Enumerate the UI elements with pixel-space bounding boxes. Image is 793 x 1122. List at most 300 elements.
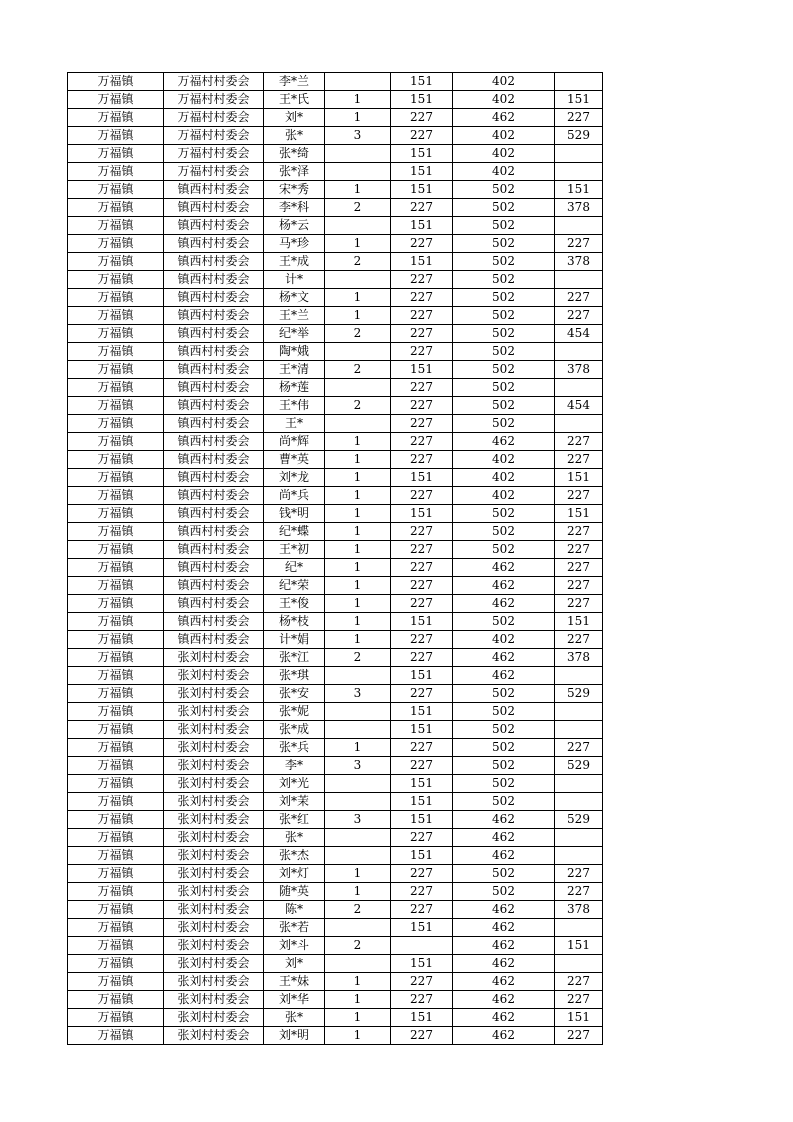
total-cell: 227 bbox=[555, 451, 603, 469]
amount-b-cell: 502 bbox=[453, 253, 555, 271]
count-cell: 1 bbox=[325, 883, 391, 901]
count-cell: 1 bbox=[325, 1009, 391, 1027]
village-committee-cell: 镇西村村委会 bbox=[164, 307, 264, 325]
total-cell: 378 bbox=[555, 901, 603, 919]
amount-b-cell: 462 bbox=[453, 919, 555, 937]
town-cell: 万福镇 bbox=[68, 595, 164, 613]
total-cell bbox=[555, 73, 603, 91]
table-row bbox=[68, 505, 603, 523]
count-cell: 2 bbox=[325, 649, 391, 667]
amount-b-cell: 502 bbox=[453, 379, 555, 397]
table-row bbox=[68, 109, 603, 127]
village-committee-cell: 镇西村村委会 bbox=[164, 379, 264, 397]
village-committee-cell: 张刘村村委会 bbox=[164, 775, 264, 793]
town-cell: 万福镇 bbox=[68, 847, 164, 865]
total-cell: 227 bbox=[555, 1027, 603, 1045]
village-committee-cell: 镇西村村委会 bbox=[164, 433, 264, 451]
town-cell: 万福镇 bbox=[68, 685, 164, 703]
count-cell: 1 bbox=[325, 451, 391, 469]
amount-b-cell: 402 bbox=[453, 487, 555, 505]
count-cell: 3 bbox=[325, 757, 391, 775]
total-cell bbox=[555, 721, 603, 739]
count-cell: 1 bbox=[325, 91, 391, 109]
amount-b-cell: 502 bbox=[453, 415, 555, 433]
town-cell: 万福镇 bbox=[68, 109, 164, 127]
town-cell: 万福镇 bbox=[68, 703, 164, 721]
total-cell: 378 bbox=[555, 199, 603, 217]
amount-b-cell: 462 bbox=[453, 559, 555, 577]
village-committee-cell: 张刘村村委会 bbox=[164, 955, 264, 973]
name-cell: 宋*秀 bbox=[264, 181, 325, 199]
total-cell: 227 bbox=[555, 739, 603, 757]
village-committee-cell: 张刘村村委会 bbox=[164, 847, 264, 865]
village-committee-cell: 镇西村村委会 bbox=[164, 181, 264, 199]
amount-a-cell: 227 bbox=[391, 901, 453, 919]
amount-b-cell: 502 bbox=[453, 361, 555, 379]
town-cell: 万福镇 bbox=[68, 127, 164, 145]
count-cell: 1 bbox=[325, 109, 391, 127]
name-cell: 刘* bbox=[264, 109, 325, 127]
amount-b-cell: 502 bbox=[453, 271, 555, 289]
name-cell: 王*氏 bbox=[264, 91, 325, 109]
town-cell: 万福镇 bbox=[68, 541, 164, 559]
count-cell bbox=[325, 721, 391, 739]
table-row bbox=[68, 937, 603, 955]
count-cell bbox=[325, 775, 391, 793]
name-cell: 王*成 bbox=[264, 253, 325, 271]
name-cell: 张*杰 bbox=[264, 847, 325, 865]
amount-a-cell: 151 bbox=[391, 613, 453, 631]
amount-b-cell: 502 bbox=[453, 757, 555, 775]
amount-b-cell: 462 bbox=[453, 109, 555, 127]
amount-a-cell: 227 bbox=[391, 649, 453, 667]
name-cell: 尚*辉 bbox=[264, 433, 325, 451]
amount-b-cell: 402 bbox=[453, 631, 555, 649]
count-cell bbox=[325, 415, 391, 433]
amount-b-cell: 402 bbox=[453, 451, 555, 469]
village-committee-cell: 张刘村村委会 bbox=[164, 811, 264, 829]
name-cell: 王*初 bbox=[264, 541, 325, 559]
total-cell: 151 bbox=[555, 613, 603, 631]
amount-b-cell: 402 bbox=[453, 145, 555, 163]
count-cell: 2 bbox=[325, 901, 391, 919]
table-body bbox=[68, 73, 603, 1045]
table-row bbox=[68, 739, 603, 757]
town-cell: 万福镇 bbox=[68, 73, 164, 91]
town-cell: 万福镇 bbox=[68, 145, 164, 163]
table-row bbox=[68, 649, 603, 667]
town-cell: 万福镇 bbox=[68, 469, 164, 487]
town-cell: 万福镇 bbox=[68, 793, 164, 811]
town-cell: 万福镇 bbox=[68, 397, 164, 415]
village-committee-cell: 张刘村村委会 bbox=[164, 793, 264, 811]
amount-b-cell: 402 bbox=[453, 91, 555, 109]
table-row bbox=[68, 667, 603, 685]
total-cell: 378 bbox=[555, 649, 603, 667]
count-cell: 1 bbox=[325, 739, 391, 757]
town-cell: 万福镇 bbox=[68, 811, 164, 829]
amount-a-cell: 151 bbox=[391, 91, 453, 109]
village-committee-cell: 镇西村村委会 bbox=[164, 451, 264, 469]
amount-b-cell: 402 bbox=[453, 163, 555, 181]
table-row bbox=[68, 541, 603, 559]
table-row bbox=[68, 451, 603, 469]
amount-b-cell: 462 bbox=[453, 937, 555, 955]
total-cell: 529 bbox=[555, 127, 603, 145]
amount-a-cell: 227 bbox=[391, 829, 453, 847]
amount-a-cell: 151 bbox=[391, 181, 453, 199]
amount-a-cell: 227 bbox=[391, 523, 453, 541]
amount-a-cell: 227 bbox=[391, 325, 453, 343]
count-cell: 1 bbox=[325, 469, 391, 487]
village-committee-cell: 万福村村委会 bbox=[164, 91, 264, 109]
table-row bbox=[68, 595, 603, 613]
table-row bbox=[68, 469, 603, 487]
town-cell: 万福镇 bbox=[68, 523, 164, 541]
town-cell: 万福镇 bbox=[68, 325, 164, 343]
table-row bbox=[68, 163, 603, 181]
count-cell: 1 bbox=[325, 307, 391, 325]
name-cell: 杨*枝 bbox=[264, 613, 325, 631]
name-cell: 李* bbox=[264, 757, 325, 775]
amount-a-cell bbox=[391, 937, 453, 955]
amount-a-cell: 227 bbox=[391, 487, 453, 505]
amount-b-cell: 502 bbox=[453, 523, 555, 541]
village-committee-cell: 镇西村村委会 bbox=[164, 631, 264, 649]
amount-a-cell: 227 bbox=[391, 757, 453, 775]
town-cell: 万福镇 bbox=[68, 451, 164, 469]
amount-a-cell: 227 bbox=[391, 199, 453, 217]
town-cell: 万福镇 bbox=[68, 955, 164, 973]
town-cell: 万福镇 bbox=[68, 559, 164, 577]
total-cell: 151 bbox=[555, 937, 603, 955]
town-cell: 万福镇 bbox=[68, 487, 164, 505]
town-cell: 万福镇 bbox=[68, 829, 164, 847]
town-cell: 万福镇 bbox=[68, 937, 164, 955]
table-row bbox=[68, 703, 603, 721]
count-cell: 1 bbox=[325, 541, 391, 559]
count-cell bbox=[325, 271, 391, 289]
total-cell: 227 bbox=[555, 433, 603, 451]
town-cell: 万福镇 bbox=[68, 361, 164, 379]
count-cell bbox=[325, 847, 391, 865]
table-row bbox=[68, 181, 603, 199]
village-committee-cell: 镇西村村委会 bbox=[164, 541, 264, 559]
name-cell: 刘*灯 bbox=[264, 865, 325, 883]
amount-a-cell: 227 bbox=[391, 541, 453, 559]
total-cell: 151 bbox=[555, 505, 603, 523]
amount-a-cell: 227 bbox=[391, 1027, 453, 1045]
amount-b-cell: 462 bbox=[453, 991, 555, 1009]
name-cell: 王*妹 bbox=[264, 973, 325, 991]
name-cell: 杨*文 bbox=[264, 289, 325, 307]
count-cell: 3 bbox=[325, 811, 391, 829]
town-cell: 万福镇 bbox=[68, 271, 164, 289]
count-cell bbox=[325, 703, 391, 721]
amount-a-cell: 227 bbox=[391, 433, 453, 451]
amount-b-cell: 502 bbox=[453, 739, 555, 757]
amount-a-cell: 151 bbox=[391, 811, 453, 829]
village-committee-cell: 镇西村村委会 bbox=[164, 361, 264, 379]
amount-b-cell: 502 bbox=[453, 325, 555, 343]
town-cell: 万福镇 bbox=[68, 973, 164, 991]
name-cell: 张*绮 bbox=[264, 145, 325, 163]
village-committee-cell: 张刘村村委会 bbox=[164, 973, 264, 991]
village-committee-cell: 万福村村委会 bbox=[164, 109, 264, 127]
name-cell: 纪* bbox=[264, 559, 325, 577]
town-cell: 万福镇 bbox=[68, 739, 164, 757]
amount-b-cell: 462 bbox=[453, 433, 555, 451]
amount-a-cell: 227 bbox=[391, 883, 453, 901]
total-cell: 227 bbox=[555, 973, 603, 991]
name-cell: 刘*光 bbox=[264, 775, 325, 793]
amount-a-cell: 227 bbox=[391, 451, 453, 469]
table-row bbox=[68, 73, 603, 91]
amount-a-cell: 227 bbox=[391, 127, 453, 145]
amount-b-cell: 462 bbox=[453, 847, 555, 865]
town-cell: 万福镇 bbox=[68, 181, 164, 199]
amount-b-cell: 502 bbox=[453, 775, 555, 793]
count-cell: 1 bbox=[325, 613, 391, 631]
village-committee-cell: 镇西村村委会 bbox=[164, 199, 264, 217]
amount-b-cell: 502 bbox=[453, 793, 555, 811]
name-cell: 王*清 bbox=[264, 361, 325, 379]
town-cell: 万福镇 bbox=[68, 343, 164, 361]
table-row bbox=[68, 289, 603, 307]
village-committee-cell: 镇西村村委会 bbox=[164, 217, 264, 235]
amount-b-cell: 462 bbox=[453, 1027, 555, 1045]
name-cell: 张*安 bbox=[264, 685, 325, 703]
amount-b-cell: 402 bbox=[453, 73, 555, 91]
amount-b-cell: 502 bbox=[453, 865, 555, 883]
amount-b-cell: 462 bbox=[453, 1009, 555, 1027]
table-row bbox=[68, 1009, 603, 1027]
count-cell: 1 bbox=[325, 973, 391, 991]
count-cell: 2 bbox=[325, 361, 391, 379]
name-cell: 杨*云 bbox=[264, 217, 325, 235]
village-committee-cell: 镇西村村委会 bbox=[164, 487, 264, 505]
village-committee-cell: 张刘村村委会 bbox=[164, 883, 264, 901]
amount-b-cell: 502 bbox=[453, 703, 555, 721]
town-cell: 万福镇 bbox=[68, 235, 164, 253]
amount-a-cell: 151 bbox=[391, 775, 453, 793]
name-cell: 刘* bbox=[264, 955, 325, 973]
village-committee-cell: 镇西村村委会 bbox=[164, 235, 264, 253]
total-cell: 151 bbox=[555, 181, 603, 199]
count-cell: 2 bbox=[325, 397, 391, 415]
amount-b-cell: 502 bbox=[453, 397, 555, 415]
amount-a-cell: 151 bbox=[391, 217, 453, 235]
total-cell bbox=[555, 217, 603, 235]
village-committee-cell: 张刘村村委会 bbox=[164, 919, 264, 937]
table-row bbox=[68, 271, 603, 289]
village-committee-cell: 张刘村村委会 bbox=[164, 739, 264, 757]
table-row bbox=[68, 919, 603, 937]
total-cell bbox=[555, 343, 603, 361]
count-cell: 1 bbox=[325, 505, 391, 523]
village-committee-cell: 万福村村委会 bbox=[164, 163, 264, 181]
amount-a-cell: 151 bbox=[391, 361, 453, 379]
count-cell bbox=[325, 667, 391, 685]
amount-b-cell: 502 bbox=[453, 343, 555, 361]
village-committee-cell: 镇西村村委会 bbox=[164, 505, 264, 523]
data-table bbox=[67, 72, 603, 1045]
amount-b-cell: 402 bbox=[453, 127, 555, 145]
table-row bbox=[68, 973, 603, 991]
village-committee-cell: 万福村村委会 bbox=[164, 127, 264, 145]
table-row bbox=[68, 433, 603, 451]
count-cell: 1 bbox=[325, 181, 391, 199]
village-committee-cell: 镇西村村委会 bbox=[164, 415, 264, 433]
table-row bbox=[68, 847, 603, 865]
table-row bbox=[68, 955, 603, 973]
town-cell: 万福镇 bbox=[68, 253, 164, 271]
village-committee-cell: 张刘村村委会 bbox=[164, 901, 264, 919]
town-cell: 万福镇 bbox=[68, 631, 164, 649]
table-row bbox=[68, 685, 603, 703]
amount-b-cell: 462 bbox=[453, 577, 555, 595]
name-cell: 张*若 bbox=[264, 919, 325, 937]
amount-b-cell: 502 bbox=[453, 613, 555, 631]
table-row bbox=[68, 631, 603, 649]
name-cell: 张*泽 bbox=[264, 163, 325, 181]
count-cell: 1 bbox=[325, 1027, 391, 1045]
total-cell bbox=[555, 145, 603, 163]
table-row bbox=[68, 901, 603, 919]
count-cell: 2 bbox=[325, 253, 391, 271]
town-cell: 万福镇 bbox=[68, 433, 164, 451]
table-row bbox=[68, 793, 603, 811]
total-cell: 151 bbox=[555, 91, 603, 109]
total-cell: 529 bbox=[555, 757, 603, 775]
name-cell: 刘*明 bbox=[264, 1027, 325, 1045]
total-cell: 227 bbox=[555, 865, 603, 883]
total-cell: 227 bbox=[555, 289, 603, 307]
village-committee-cell: 张刘村村委会 bbox=[164, 685, 264, 703]
village-committee-cell: 张刘村村委会 bbox=[164, 1027, 264, 1045]
count-cell: 1 bbox=[325, 865, 391, 883]
total-cell: 227 bbox=[555, 523, 603, 541]
amount-a-cell: 151 bbox=[391, 1009, 453, 1027]
amount-a-cell: 151 bbox=[391, 253, 453, 271]
amount-a-cell: 227 bbox=[391, 865, 453, 883]
count-cell: 3 bbox=[325, 127, 391, 145]
town-cell: 万福镇 bbox=[68, 307, 164, 325]
amount-b-cell: 502 bbox=[453, 235, 555, 253]
amount-b-cell: 502 bbox=[453, 541, 555, 559]
amount-a-cell: 227 bbox=[391, 685, 453, 703]
name-cell: 纪*荣 bbox=[264, 577, 325, 595]
count-cell: 1 bbox=[325, 289, 391, 307]
total-cell: 151 bbox=[555, 469, 603, 487]
amount-b-cell: 462 bbox=[453, 667, 555, 685]
table-row bbox=[68, 91, 603, 109]
table-row bbox=[68, 343, 603, 361]
table-row bbox=[68, 577, 603, 595]
village-committee-cell: 镇西村村委会 bbox=[164, 271, 264, 289]
amount-b-cell: 502 bbox=[453, 217, 555, 235]
total-cell: 151 bbox=[555, 1009, 603, 1027]
table-row bbox=[68, 487, 603, 505]
total-cell bbox=[555, 703, 603, 721]
amount-a-cell: 227 bbox=[391, 739, 453, 757]
town-cell: 万福镇 bbox=[68, 577, 164, 595]
name-cell: 张*红 bbox=[264, 811, 325, 829]
count-cell bbox=[325, 343, 391, 361]
total-cell bbox=[555, 775, 603, 793]
total-cell bbox=[555, 379, 603, 397]
table-row bbox=[68, 721, 603, 739]
table-row bbox=[68, 199, 603, 217]
count-cell bbox=[325, 163, 391, 181]
name-cell: 陶*娥 bbox=[264, 343, 325, 361]
name-cell: 张* bbox=[264, 829, 325, 847]
table-row bbox=[68, 865, 603, 883]
town-cell: 万福镇 bbox=[68, 217, 164, 235]
village-committee-cell: 镇西村村委会 bbox=[164, 325, 264, 343]
count-cell: 1 bbox=[325, 577, 391, 595]
total-cell bbox=[555, 667, 603, 685]
total-cell: 227 bbox=[555, 991, 603, 1009]
count-cell: 3 bbox=[325, 685, 391, 703]
amount-a-cell: 151 bbox=[391, 955, 453, 973]
table-row bbox=[68, 379, 603, 397]
total-cell: 227 bbox=[555, 631, 603, 649]
total-cell: 454 bbox=[555, 325, 603, 343]
count-cell bbox=[325, 955, 391, 973]
table-row bbox=[68, 325, 603, 343]
name-cell: 王*伟 bbox=[264, 397, 325, 415]
amount-a-cell: 227 bbox=[391, 379, 453, 397]
town-cell: 万福镇 bbox=[68, 901, 164, 919]
town-cell: 万福镇 bbox=[68, 667, 164, 685]
total-cell: 227 bbox=[555, 577, 603, 595]
total-cell: 529 bbox=[555, 685, 603, 703]
name-cell: 计* bbox=[264, 271, 325, 289]
total-cell: 227 bbox=[555, 883, 603, 901]
table-row bbox=[68, 415, 603, 433]
name-cell: 纪*举 bbox=[264, 325, 325, 343]
name-cell: 钱*明 bbox=[264, 505, 325, 523]
town-cell: 万福镇 bbox=[68, 199, 164, 217]
amount-b-cell: 502 bbox=[453, 289, 555, 307]
town-cell: 万福镇 bbox=[68, 991, 164, 1009]
village-committee-cell: 镇西村村委会 bbox=[164, 289, 264, 307]
name-cell: 张*兵 bbox=[264, 739, 325, 757]
total-cell bbox=[555, 271, 603, 289]
name-cell: 陈* bbox=[264, 901, 325, 919]
name-cell: 随*英 bbox=[264, 883, 325, 901]
amount-a-cell: 151 bbox=[391, 145, 453, 163]
name-cell: 张* bbox=[264, 1009, 325, 1027]
total-cell: 227 bbox=[555, 307, 603, 325]
town-cell: 万福镇 bbox=[68, 757, 164, 775]
table-row bbox=[68, 883, 603, 901]
amount-b-cell: 502 bbox=[453, 181, 555, 199]
name-cell: 杨*莲 bbox=[264, 379, 325, 397]
total-cell: 227 bbox=[555, 559, 603, 577]
town-cell: 万福镇 bbox=[68, 865, 164, 883]
village-committee-cell: 张刘村村委会 bbox=[164, 757, 264, 775]
name-cell: 刘*茉 bbox=[264, 793, 325, 811]
amount-a-cell: 151 bbox=[391, 163, 453, 181]
village-committee-cell: 张刘村村委会 bbox=[164, 649, 264, 667]
table-row bbox=[68, 829, 603, 847]
count-cell: 2 bbox=[325, 325, 391, 343]
total-cell: 454 bbox=[555, 397, 603, 415]
town-cell: 万福镇 bbox=[68, 775, 164, 793]
count-cell: 1 bbox=[325, 559, 391, 577]
